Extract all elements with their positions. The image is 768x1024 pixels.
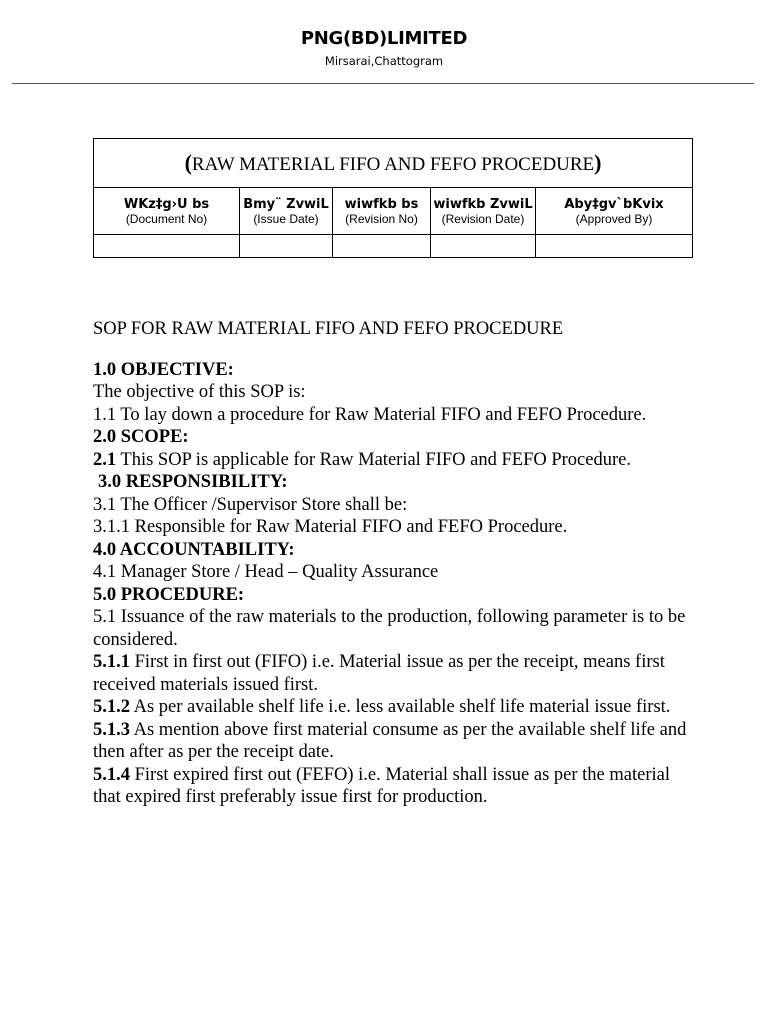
procedure-item-5-1-4-number: 5.1.4	[93, 764, 130, 785]
procedure-item-5-1-2-number: 5.1.2	[93, 697, 130, 717]
procedure-item-5-1-1-text: First in first out (FIFO) i.e. Material issue as per the receipt, means first received materials issued first.	[93, 652, 665, 695]
procedure-title-cell	[94, 139, 693, 188]
scope-item-number: 2.1	[93, 449, 117, 470]
sop-body	[93, 318, 693, 809]
scope-item-2-1	[93, 449, 693, 472]
revision-no-label-en: (Revision No)	[345, 211, 418, 226]
procedure-heading: 5.0 PROCEDURE:	[93, 584, 245, 605]
procedure-item-5-1-2	[93, 696, 693, 719]
revision-no-label-bn: wiwfkb bs	[344, 196, 419, 212]
issue-date-label-en: (Issue Date)	[253, 211, 319, 226]
procedure-item-5-1-1	[93, 651, 693, 696]
title-open-paren: (	[184, 150, 192, 175]
issue-date-header	[240, 188, 333, 235]
scope-heading: 2.0 SCOPE:	[93, 427, 189, 447]
header-divider	[12, 83, 754, 84]
responsibility-item-3-1: 3.1 The Officer /Supervisor Store shall be:	[93, 494, 408, 515]
sop-title: SOP FOR RAW MATERIAL FIFO AND FEFO PROCEDURE	[93, 319, 564, 339]
revision-date-label-bn: wiwfkb ZvwiL	[433, 196, 533, 212]
document-control-table	[93, 138, 693, 258]
responsibility-item-3-1-1: 3.1.1 Responsible for Raw Material FIFO and FEFO Procedure.	[93, 517, 568, 537]
responsibility-heading: 3.0 RESPONSIBILITY:	[98, 472, 288, 492]
approved-by-header	[536, 188, 693, 235]
procedure-item-5-1-3-text: As mention above first material consume as per the available shelf life and then after as per the receipt date.	[93, 719, 687, 762]
approved-by-label-en: (Approved By)	[575, 211, 653, 226]
procedure-item-5-1-4	[93, 764, 693, 809]
revision-date-label-en: (Revision Date)	[441, 211, 525, 226]
document-no-label-bn: WKz‡g›U bs	[123, 196, 210, 212]
scope-item-text: This SOP is applicable for Raw Material FIFO and FEFO Procedure.	[116, 449, 631, 470]
revision-no-value	[333, 235, 431, 258]
document-no-header	[94, 188, 240, 235]
revision-date-header	[431, 188, 536, 235]
objective-heading: 1.0 OBJECTIVE:	[93, 359, 234, 380]
revision-no-header	[333, 188, 431, 235]
procedure-item-5-1-3	[93, 719, 693, 764]
procedure-item-5-1-1-number: 5.1.1	[93, 652, 130, 672]
approved-by-label-bn: Aby‡gv`bKvix	[564, 196, 664, 212]
revision-date-value	[431, 235, 536, 258]
procedure-title: RAW MATERIAL FIFO AND FEFO PROCEDURE	[191, 154, 595, 175]
issue-date-label-bn: Bmy¨ ZvwiL	[243, 196, 329, 212]
document-no-value	[94, 235, 240, 258]
accountability-item-4-1: 4.1 Manager Store / Head – Quality Assurance	[93, 562, 439, 582]
company-address: Mirsarai,Chattogram	[324, 54, 444, 68]
company-name: PNG(BD)LIMITED	[300, 28, 468, 49]
document-no-label-en: (Document No)	[125, 211, 208, 226]
objective-intro: The objective of this SOP is:	[93, 382, 306, 402]
accountability-heading: 4.0 ACCOUNTABILITY:	[93, 539, 295, 560]
procedure-item-5-1-2-text: As per available shelf life i.e. less available shelf life material issue first.	[130, 697, 671, 717]
objective-item-1-1: 1.1 To lay down a procedure for Raw Material FIFO and FEFO Procedure.	[93, 404, 647, 425]
issue-date-value	[240, 235, 333, 258]
procedure-item-5-1: 5.1 Issuance of the raw materials to the production, following parameter is to be considered.	[93, 607, 686, 650]
procedure-item-5-1-3-number: 5.1.3	[93, 719, 130, 740]
procedure-item-5-1-4-text: First expired first out (FEFO) i.e. Material shall issue as per the material that expired first preferably issue first for production.	[93, 764, 670, 807]
approved-by-value	[536, 235, 693, 258]
title-close-paren: )	[594, 150, 602, 175]
